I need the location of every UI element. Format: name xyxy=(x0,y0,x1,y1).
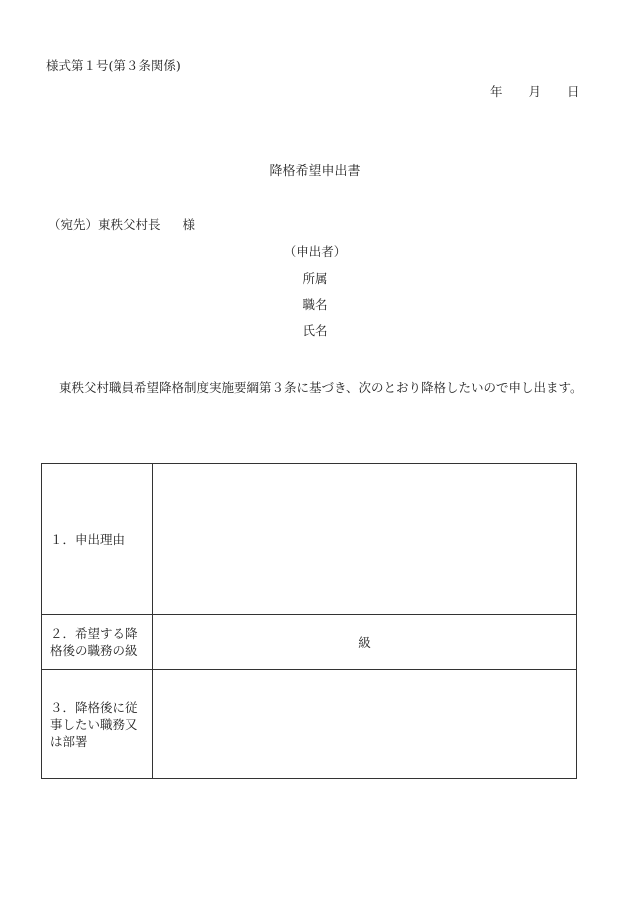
form-number: 様式第１号(第３条関係) xyxy=(46,58,181,73)
addressee-honorific: 様 xyxy=(182,217,196,232)
addressee-name: （宛先）東秩父村長 xyxy=(48,217,161,232)
application-table xyxy=(41,463,577,779)
date-day-label: 日 xyxy=(567,84,580,99)
applicant-department-label: 所属 xyxy=(302,271,328,286)
body-paragraph: 東秩父村職員希望降格制度実施要綱第３条に基づき、次のとおり降格したいので申し出ます。 xyxy=(59,380,583,395)
table-row xyxy=(42,615,577,670)
date-line xyxy=(490,84,580,100)
table-row xyxy=(42,464,577,615)
document-title: 降格希望申出書 xyxy=(269,164,361,179)
date-year-label: 年 xyxy=(490,84,503,99)
table-row xyxy=(42,670,577,779)
applicant-job-title-label: 職名 xyxy=(302,297,328,312)
desired-duty-field[interactable] xyxy=(153,670,577,779)
date-month-label: 月 xyxy=(528,84,542,99)
applicant-heading: （申出者） xyxy=(283,244,347,259)
reason-field[interactable] xyxy=(153,464,577,615)
desired-grade-label: ２．希望する降格後の職務の級 xyxy=(42,615,153,670)
reason-label: １．申出理由 xyxy=(42,464,153,615)
desired-grade-field[interactable]: 級 xyxy=(153,615,577,670)
addressee xyxy=(48,217,195,233)
desired-duty-label: ３．降格後に従事したい職務又は部署 xyxy=(42,670,153,779)
applicant-name-label: 氏名 xyxy=(302,323,328,338)
